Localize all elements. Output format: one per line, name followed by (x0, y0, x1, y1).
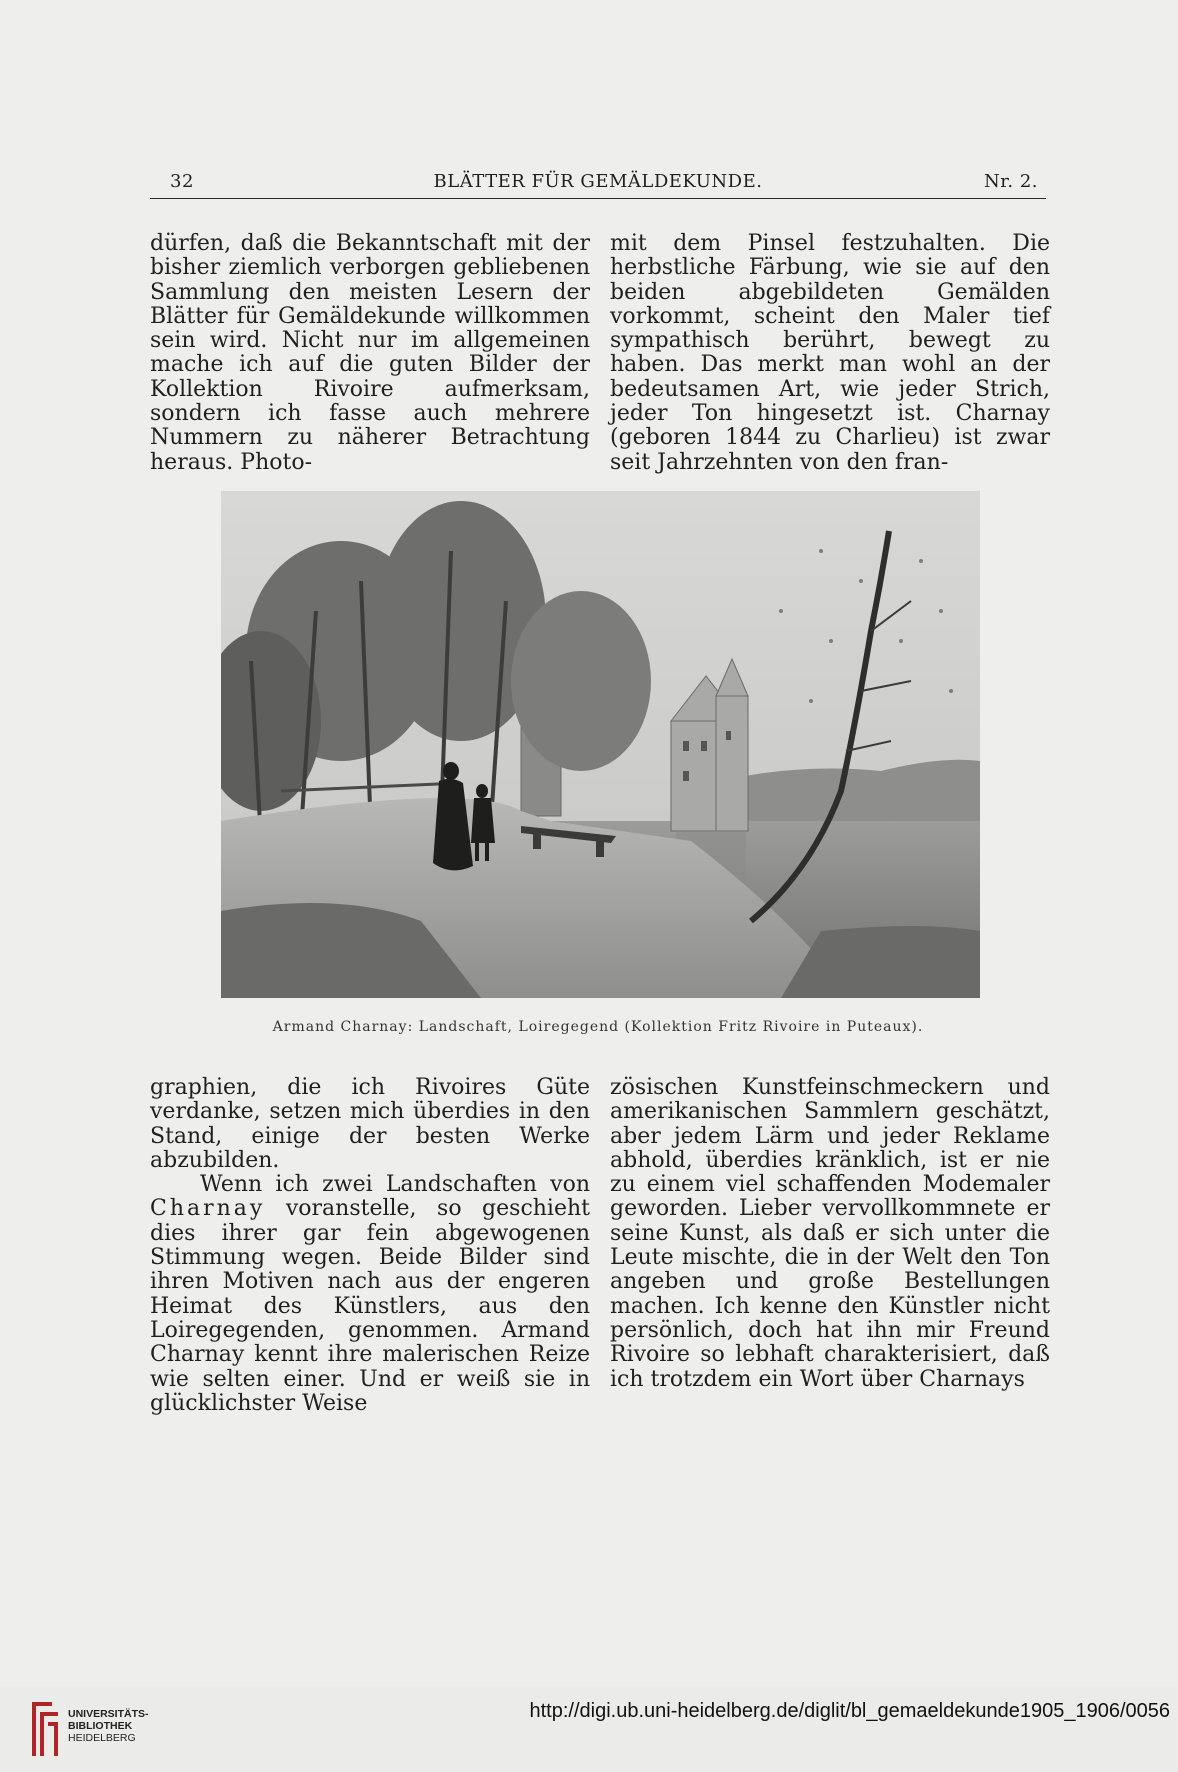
paragraph: mit dem Pinsel festzuhalten. Die herbstliche Färbung, wie sie auf den beiden abgebildeten Gemälden vorkommt, scheint den Maler tief sympathisch berührt, bewegt zu haben. Das merkt man wohl an der bedeutsamen Art, wie jeder Strich, jeder Ton hingesetzt ist. Charnay (geboren 1844 zu Charlieu) ist zwar seit Jahrzehnten von den fran- (610, 231, 1050, 475)
library-logo-icon (28, 1698, 62, 1760)
issue-number: Nr. 2. (984, 171, 1038, 192)
running-header (150, 168, 1046, 199)
library-name-line: UNIVERSITÄTS- (68, 1708, 149, 1720)
paragraph: zösischen Kunstfeinschmeckern und amerikanischen Sammlern geschätzt, aber jedem Lärm und jeder Reklame abhold, überdies kränklich, ist er nie zu einem viel schaffenden Modemaler geworden. Lieber vervollkommnete er seine Kunst, als daß er sich unter die Leute mischte, die in der Welt den Ton angeben und große Bestellungen machen. Ich kenne den Künstler nicht persönlich, doch hat ihn mir Freund Rivoire so lebhaft charakterisiert, daß ich trotzdem ein Wort über Charnays (610, 1075, 1050, 1392)
landscape-painting-image (221, 491, 980, 998)
painting-reproduction (221, 491, 980, 998)
paragraph: graphien, die ich Rivoires Güte verdanke, setzen mich überdies in den Stand, einige der besten Werke abzubilden. (150, 1075, 590, 1173)
paragraph-rest: voranstelle, so geschieht dies ihrer gar fein abgewogenen Stimmung wegen. Beide Bilder sind ihren Motiven nach aus der engeren Heimat des Künstlers, aus den Loiregegenden, genommen. Armand Charnay kennt ihre malerischen Reize wie selten einer. Und er weiß sie in glücklichster Weise (150, 1196, 590, 1416)
journal-title: BLÄTTER FÜR GEMÄLDEKUNDE. (433, 171, 763, 192)
text-column-bottom-left (150, 1076, 590, 1416)
paragraph (150, 1173, 590, 1416)
text-column-top-right (610, 232, 1050, 475)
library-name (68, 1708, 149, 1744)
digitization-footer (0, 1686, 1178, 1772)
text-column-top-left (150, 232, 590, 475)
page-number: 32 (170, 171, 194, 192)
text-column-bottom-right (610, 1076, 1050, 1392)
library-name-line: BIBLIOTHEK (68, 1720, 133, 1732)
library-name-line: HEIDELBERG (68, 1732, 136, 1744)
paragraph-start: Wenn ich zwei Landschaften von (200, 1172, 590, 1198)
paragraph: dürfen, daß die Bekanntschaft mit der bisher ziemlich verborgen gebliebenen Sammlung den meisten Lesern der Blätter für Gemäldekunde willkommen sein wird. Nicht nur im allgemeinen mache ich auf die guten Bilder der Kollektion Rivoire aufmerksam, sondern ich fasse auch mehrere Nummern zu näherer Betrachtung heraus. Photo- (150, 231, 590, 475)
artist-name-spaced: Charnay (150, 1196, 266, 1222)
source-url-link[interactable]: http://digi.ub.uni-heidelberg.de/diglit/bl_gemaeldekunde1905_1906/0056 (529, 1700, 1170, 1722)
figure-caption: Armand Charnay: Landschaft, Loiregegend (Kollektion Fritz Rivoire in Puteaux). (272, 1019, 924, 1035)
